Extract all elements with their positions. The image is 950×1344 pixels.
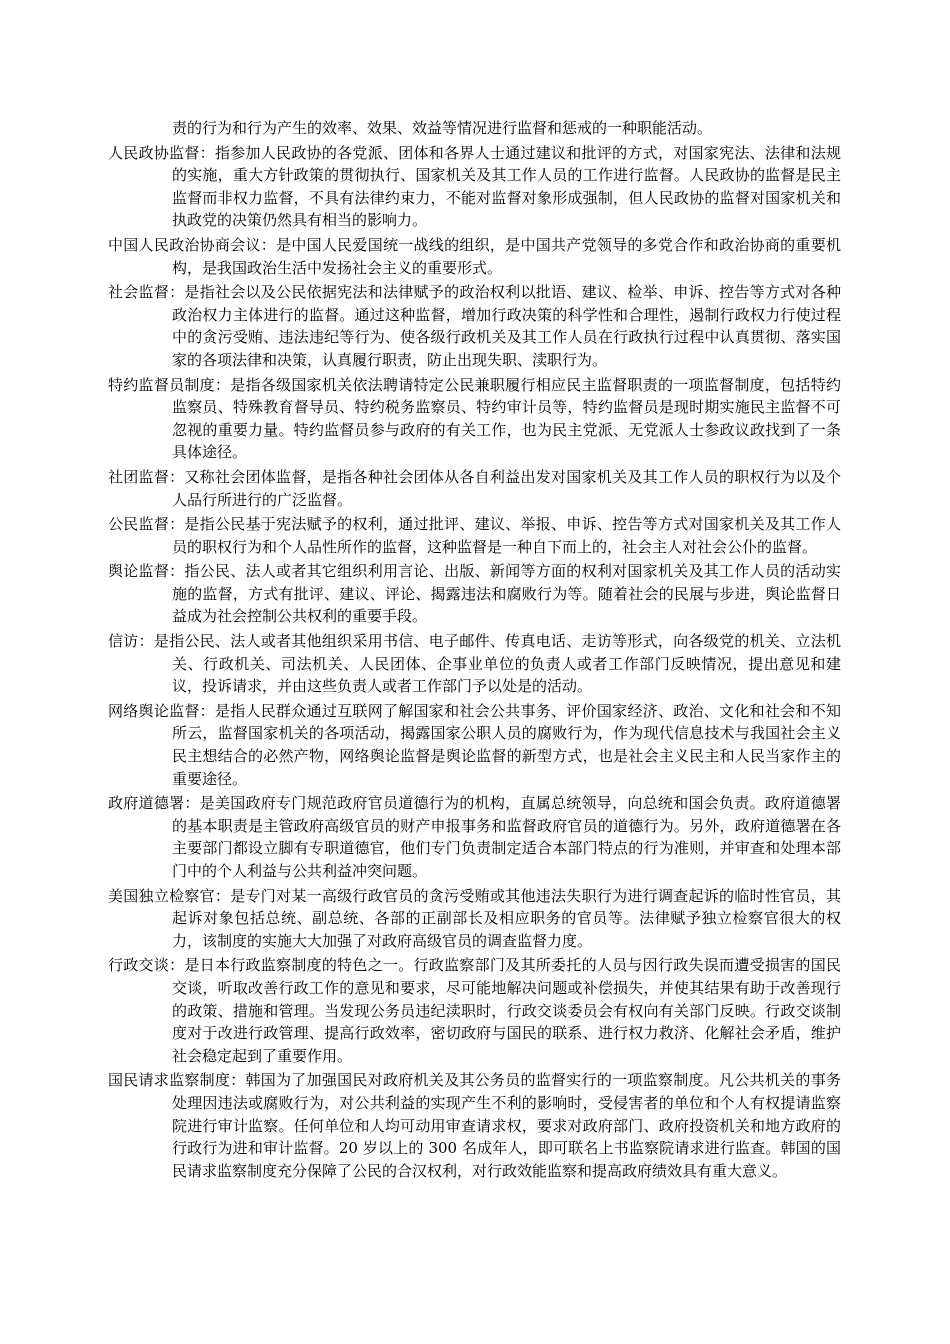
entry-text: 是指社会以及公民依据宪法和法律赋予的政治权利以批语、建议、检举、申诉、控告等方式对各种政治权力主体进行的监督。通过这种监督，增加行政决策的科学性和合理性，遏制行政权力行使过程中的贪污受贿、违法违纪等行为、使各级行政机关及其工作人员在行政执行过程中认真贯彻、落实国家的各项法律和决策，认真履行职责，防止出现失职、渎职行为。 — [172, 283, 841, 369]
document-body — [108, 117, 841, 1184]
entry-text: 韩国为了加强国民对政府机关及其公务员的监督实行的一项监察制度。凡公共机关的事务处理因违法或腐败行为，对公共利益的实现产生不利的影响时，受侵害者的单位和个人有权提请监察院进行审计监察。任何单位和人均可动用审查请求权，要求对政府部门、政府投资机关和地方政府的行政行为进和审计监督。20 岁以上的 300 名成年人，即可联名上书监察院请求进行监查。韩国的国民请求监察制度充分保障了公民的合汉权利，对行政效能监察和提高政府绩效具有重大意义。 — [172, 1071, 841, 1180]
entry-term: 公民监督： — [108, 515, 185, 534]
entry-continuation — [108, 117, 841, 140]
entry-petition — [108, 630, 841, 698]
entry-term: 人民政协监督： — [108, 143, 215, 162]
entry-text: 指公民、法人或者其它组织利用言论、出版、新闻等方面的权利对国家机关及其工作人员的活动实施的监督，方式有批评、建议、评论、揭露违法和腐败行为等。随着社会的民展与步进，舆论监督日益成为社会控制公共权利的重要手段。 — [172, 562, 841, 626]
entry-text: 是中国人民爱国统一战线的组织，是中国共产党领导的多党合作和政治协商的重要机构，是我国政治生活中发扬社会主义的重要形式。 — [172, 235, 841, 277]
entry-text: 是美国政府专门规范政府官员道德行为的机构，直属总统领导，向总统和国会负责。政府道德署的基本职责是主管政府高级官员的财产申报事务和监督政府官员的道德行为。另外，政府道德署在各主要部门都设立脚有专职道德官，他们专门负责制定适合本部门特点的行为准则，并审查和处理本部门中的个人利益与公共利益冲突问题。 — [172, 794, 841, 880]
entry-term: 信访： — [108, 632, 154, 651]
entry-citizen-audit-request-system — [108, 1069, 841, 1182]
entry-term: 网络舆论监督： — [108, 701, 215, 720]
entry-term: 特约监督员制度： — [108, 375, 231, 394]
entry-text: 是指各级国家机关依法聘请特定公民兼职履行相应民主监督职责的一项监督制度，包括特约监察员、特殊教育督导员、特约税务监察员、特约审计员等，特约监督员是现时期实施民主监督不可忽视的重要力量。特约监督员参与政府的有关工作，也为民主党派、无党派人士参政议政找到了一条具体途径。 — [172, 375, 841, 462]
entry-text: 指参加人民政协的各党派、团体和各界人士通过建议和批评的方式，对国家宪法、法律和法规的实施，重大方针政策的贯彻执行、国家机关及其工作人员的工作进行监督。人民政协的监督是民主监督而非权力监督，不具有法律约束力，不能对监督对象形成强制，但人民政协的监督对国家机关和执政党的决策仍然具有相当的影响力。 — [172, 143, 841, 230]
entry-term: 美国独立检察官： — [108, 886, 231, 905]
entry-people-cppcc-supervision — [108, 142, 841, 232]
entry-text: 是专门对某一高级行政官员的贪污受贿或其他违法失职行为进行调查起诉的临时性官员，其起诉对象包括总统、副总统、各部的正副部长及相应职务的官员等。法律赋予独立检察官很大的权力，该制度的实施大大加强了对政府高级官员的调查监督力度。 — [172, 886, 841, 950]
entry-association-supervision — [108, 466, 841, 511]
entry-term: 中国人民政治协商会议： — [108, 235, 277, 254]
entry-public-opinion-supervision — [108, 560, 841, 628]
entry-special-supervisor-system — [108, 374, 841, 464]
entry-term: 国民请求监察制度： — [108, 1071, 246, 1090]
entry-text: 又称社会团体监督，是指各种社会团体从各自利益出发对国家机关及其工作人员的职权行为以及个人品行所进行的广泛监督。 — [172, 467, 841, 509]
entry-term: 政府道德署： — [108, 794, 200, 813]
entry-us-independent-counsel — [108, 885, 841, 953]
entry-text: 是指公民基于宪法赋予的权利，通过批评、建议、举报、申诉、控告等方式对国家机关及其工作人员的职权行为和个人品性所作的监督，这种监督是一种自下而上的，社会主人对社会公仆的监督。 — [172, 515, 841, 556]
entry-text: 是指公民、法人或者其他组织采用书信、电子邮件、传真电话、走访等形式，向各级党的机关、立法机关、行政机关、司法机关、人民团体、企事业单位的负责人或者工作部门反映情况，提出意见和建议，投诉请求，并由这些负责人或者工作部门予以处是的活动。 — [153, 632, 841, 696]
entry-term: 行政交谈： — [108, 956, 185, 975]
entry-term: 舆论监督： — [108, 562, 185, 581]
entry-office-of-government-ethics — [108, 792, 841, 882]
entry-text: 责的行为和行为产生的效率、效果、效益等情况进行监督和惩戒的一种职能活动。 — [172, 119, 713, 137]
entry-term: 社团监督： — [108, 467, 185, 486]
entry-cppcc — [108, 234, 841, 279]
entry-text: 是指人民群众通过互联网了解国家和社会公共事务、评价国家经济、政治、文化和社会和不知所云，监督国家机关的各项活动，揭露国家公职人员的腐败行为，作为现代信息技术与我国社会主义民主想结合的必然产物，网络舆论监督是舆论监督的新型方式，也是社会主义民主和人民当家作主的重要途径。 — [172, 701, 841, 788]
entry-term: 社会监督： — [108, 283, 185, 302]
entry-administrative-dialogue — [108, 954, 841, 1067]
entry-text: 是日本行政监察制度的特色之一。行政监察部门及其所委托的人员与因行政失误而遭受损害的国民交谈，听取改善行政工作的意见和要求，尽可能地解决问题或补偿损失，并使其结果有助于改善现行的政策、措施和管理。当发现公务员违纪渎职时，行政交谈委员会有权向有关部门反映。行政交谈制度对于改进行政管理、提高行政效率，密切政府与国民的联系、进行权力救济、化解社会矛盾，维护社会稳定起到了重要作用。 — [172, 956, 841, 1065]
entry-citizen-supervision — [108, 513, 841, 558]
entry-online-opinion-supervision — [108, 700, 841, 790]
entry-social-supervision — [108, 281, 841, 371]
